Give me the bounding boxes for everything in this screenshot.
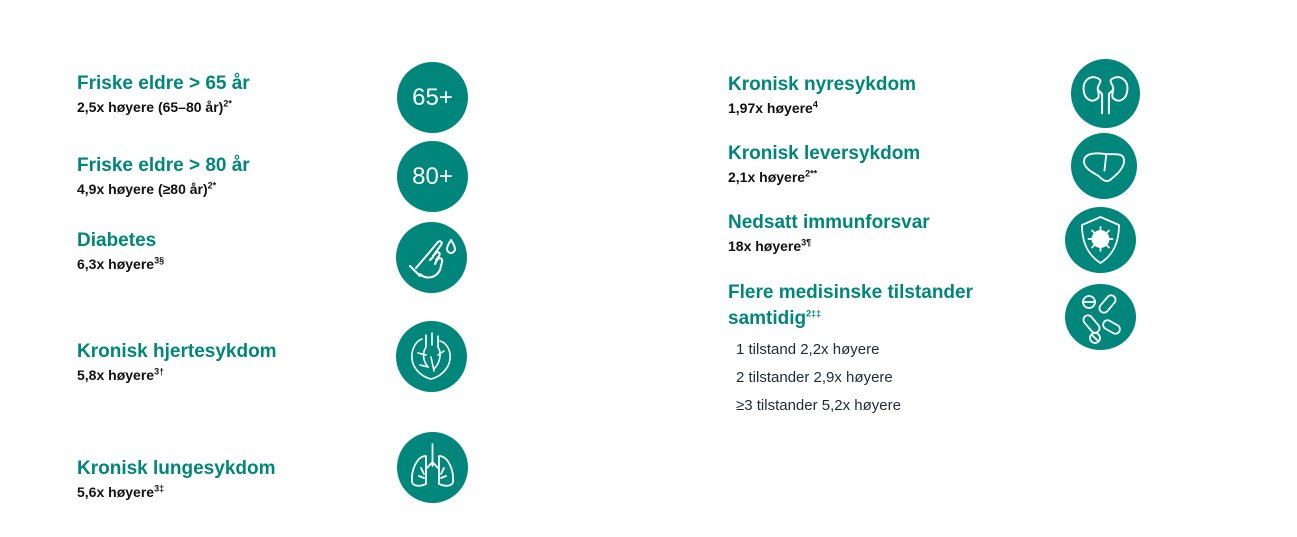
risk-text: 18x høyere — [728, 238, 802, 254]
condition-title: Kronisk leversykdom — [728, 143, 921, 164]
condition-title-line2 — [728, 306, 973, 332]
condition-title: Friske eldre > 80 år — [77, 155, 250, 176]
condition-title: Kronisk lungesykdom — [77, 458, 276, 479]
footnote-ref: 2* — [207, 180, 217, 191]
condition-risk — [77, 482, 276, 502]
condition-lung — [77, 456, 276, 502]
risk-text: 2,1x høyere — [728, 169, 806, 185]
multi-line-1: 1 tilstand 2,2x høyere — [736, 341, 880, 358]
condition-heart — [77, 339, 277, 385]
footnote-ref: 4 — [812, 99, 818, 110]
condition-title: Nedsatt immunforsvar — [728, 212, 930, 233]
liver-icon — [1071, 133, 1137, 199]
pills-icon — [1065, 284, 1136, 350]
risk-text: 4,9x høyere (≥80 år) — [77, 181, 208, 197]
condition-title: Kronisk hjertesykdom — [77, 341, 277, 362]
condition-title: Friske eldre > 65 år — [77, 73, 250, 94]
condition-multi — [728, 280, 973, 332]
footnote-ref: 2** — [805, 168, 818, 179]
condition-risk — [77, 97, 250, 117]
condition-healthy-65 — [77, 71, 250, 117]
risk-text: 1,97x høyere — [728, 100, 813, 116]
multi-line-2: 2 tilstander 2,9x høyere — [736, 369, 893, 386]
virus-shield-icon — [1065, 207, 1136, 273]
condition-risk — [77, 254, 164, 274]
finger-drop-icon — [396, 222, 467, 293]
condition-title: Flere medisinske tilstander — [728, 282, 973, 303]
condition-liver — [728, 141, 920, 187]
condition-risk — [728, 167, 920, 187]
risk-text: 2,5x høyere (65–80 år) — [77, 99, 224, 115]
condition-healthy-80 — [77, 153, 250, 199]
risk-text: 6,3x høyere — [77, 256, 155, 272]
footnote-ref: 3‡ — [154, 483, 165, 494]
multi-line-3: ≥3 tilstander 5,2x høyere — [736, 397, 901, 414]
risk-text: 5,8x høyere — [77, 367, 155, 383]
footnote-ref: 2* — [223, 98, 232, 109]
condition-risk — [77, 179, 250, 199]
heart-icon — [396, 321, 467, 392]
age-65-badge: 65+ — [397, 62, 468, 133]
condition-title: Kronisk nyresykdom — [728, 74, 916, 95]
risk-text: 5,6x høyere — [77, 484, 155, 500]
condition-risk — [77, 365, 277, 385]
condition-risk — [728, 236, 930, 256]
condition-kidney — [728, 72, 916, 118]
kidneys-icon — [1071, 59, 1140, 128]
title-text: samtidig — [728, 308, 807, 329]
age-80-badge: 80+ — [397, 141, 468, 212]
footnote-ref: 3† — [154, 366, 165, 377]
condition-title: Diabetes — [77, 230, 157, 251]
condition-immune — [728, 210, 930, 256]
condition-diabetes — [77, 228, 164, 274]
footnote-ref: 2‡‡ — [806, 308, 822, 319]
lungs-icon — [397, 432, 468, 503]
footnote-ref: 3§ — [154, 255, 165, 266]
condition-risk — [728, 98, 916, 118]
footnote-ref: 3¶ — [801, 237, 812, 248]
